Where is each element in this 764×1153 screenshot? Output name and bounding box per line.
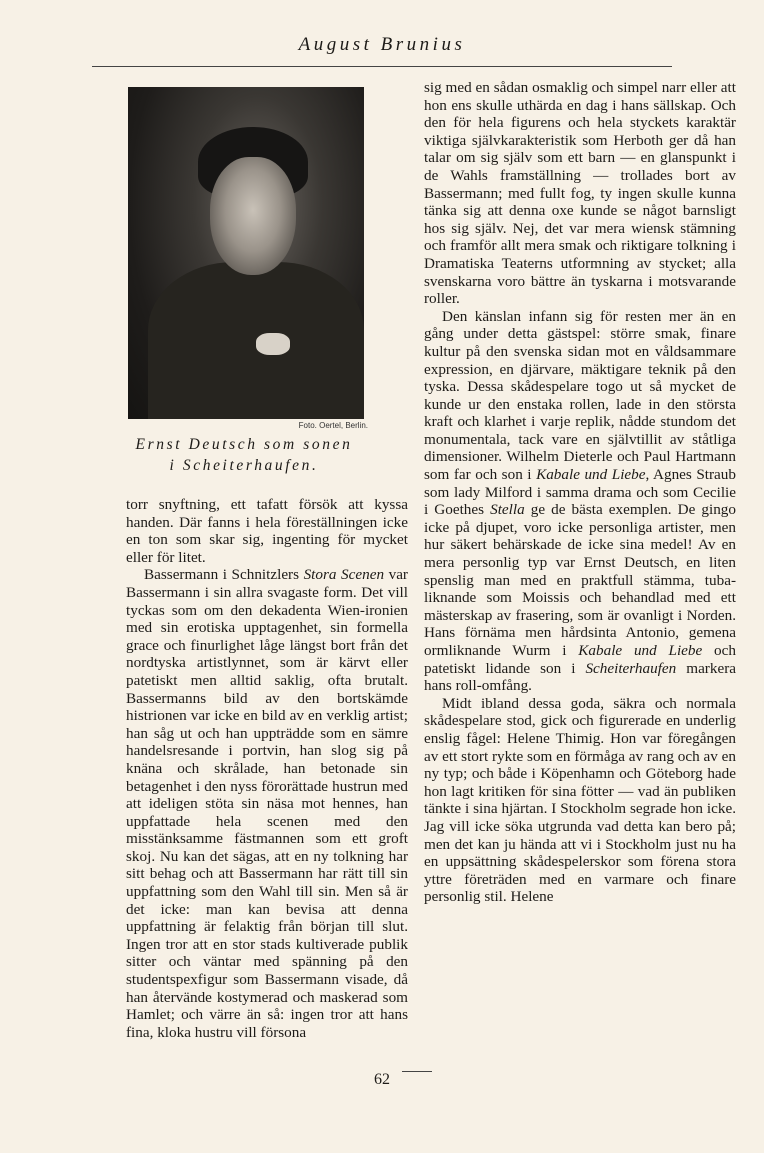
right-paragraph-1: sig med en sådan osmaklig och simpel narr eller att hon ens skulle uthärda en dag i hans sällskap. Och den för hela figurens och hela styckets karaktär viktiga självkarakteristik som Herboth ger då han talar om sig själv som ett barn — en glanspunkt i de Wahls framställning — trollades bort av Bassermann; med fullt fog, ty ingen skulle kunna tänka sig att denna oxe kunde se något barnsligt hos sig själv. Nej, det var mera wiensk stämning och framför allt mera smak och riktigare tolkning i Dramatiska Teaterns utformning av stycket; alla svenskarna voro bättre än tyskarna i motsvarande roller. bbox=[424, 79, 736, 308]
text-run: var Bassermann i sin allra svagaste form. Det vill tyckas som om den dekadenta Wien-ironien med sin erotiska upptagenhet, sin formella grace och finurlighet låge längst bort från det nordtyska artistlynnet, som är kärvt eller patetiskt men alltid saklig, ofta brutalt. Bassermanns bild av den bortskämde histrionen var icke en bild av en verklig artist; han såg ut och han uppträdde som en sämre handelsresande i portvin, han slog sig på knäna och skrålade, han betonade sin betagenhet i den nyss förorättade hustrun med att ideligen stöta sin näsa mot hennes, han uppfattade hela scenen med den misstänksamme fästmannen som ett groft skoj. Nu kan det sägas, att en ny tolkning har sitt behag och att Bassermann har rätt till sin uppfattning som den Wahl till sin. Men så är det icke: man kan bevisa att denna uppfattning är felaktig från början till slut. Ingen tror att en stor stads kultiverade publik sitter och väntar med spänning på den studentspexfigur som Bassermann visade, då han återvände kostymerad och maskerad som Hamlet; och värre än så: ingen tror att hans fina, kloka hustru vill försona bbox=[126, 566, 408, 1041]
left-column bbox=[126, 496, 408, 1041]
left-paragraph-1: torr snyftning, ett tafatt försök att kyssa handen. Där fanns i hela föreställningen icke en ton som skar sig, ingenting för mycket eller för litet. bbox=[126, 496, 408, 566]
text-run: markera hans roll-omfång. bbox=[424, 659, 736, 695]
work-title: Kabale und Liebe bbox=[536, 466, 646, 484]
page-number: 62 bbox=[374, 1071, 390, 1088]
text-run: Bassermann i Schnitzlers bbox=[144, 566, 304, 584]
right-paragraph-2 bbox=[424, 308, 736, 695]
photo-face bbox=[210, 157, 296, 275]
text-run: ge de bästa exemplen. De gingo icke på djupet, voro icke personliga artister, men hur säkert behärskade de icke sina medel! Av en mera personlig typ var Ernst Deutsch, en liten spenslig man med en praktfull stämma, tuba-liknande som Moissis och behandlad med ett mästerskap av frasering, som är ovanligt i Norden. Hans förnäma men hårdsinta Antonio, gemena ormliknande Wurm i bbox=[424, 501, 736, 659]
text-run: Den känslan infann sig för resten mer än en gång under detta gästspel: större smak, finare kultur på den svenska sidan mot en våldsammare expression, en djärvare, mäktigare teknik på den tyska. Dessa skådespelare togo ut så mycket de kunde ur den enstaka rollen, lade in den största kraft och klarhet i varje replik, nådde stundom det monumentala, tack vare en självtillit av ståtliga dimensioner. Wilhelm Dieterle och Paul Hartmann som far och son i bbox=[424, 307, 736, 484]
caption-line-2: i Scheiterhaufen. bbox=[169, 457, 319, 474]
portrait-photo bbox=[128, 87, 364, 419]
right-column bbox=[424, 79, 736, 906]
right-paragraph-3: Midt ibland dessa goda, säkra och normala skådespelare stod, gick och figurerade en underlig enslig fågel: Helene Thimig. Hon var föregången av ett stort rykte som en förmåga av rang och av en ny typ; och både i Köpenhamn och Göteborg hade hon lagt kritiken för sina fötter — vad än publiken tänkte i sina hjärtan. I Stockholm segrade hon icke. Jag vill icke söka utgrunda vad detta kan bero på; men det kan ju hända att vi i Stockholm just nu ha en uppsättning skådespelerskor som förena stora yttre företräden med en varmare och finare personlig stil. Helene bbox=[424, 694, 736, 906]
work-title: Stella bbox=[490, 501, 525, 519]
header-rule bbox=[92, 66, 672, 67]
figure-caption bbox=[120, 434, 368, 476]
work-title: Kabale und Liebe bbox=[578, 642, 703, 659]
running-head: August Brunius bbox=[298, 34, 466, 55]
left-paragraph-2 bbox=[126, 566, 408, 1041]
work-title: Stora Scenen bbox=[303, 566, 385, 584]
text-run: och patetiskt lidande son i bbox=[424, 642, 736, 677]
text-run: , Agnes Straub som lady Milford i samma drama och som Cecilie i Goethes bbox=[424, 466, 736, 519]
photo-hand bbox=[256, 333, 290, 355]
photo-credit: Foto. Oertel, Berlin. bbox=[298, 421, 368, 430]
caption-line-1: Ernst Deutsch som sonen bbox=[135, 436, 353, 453]
work-title: Scheiterhaufen bbox=[585, 659, 677, 677]
